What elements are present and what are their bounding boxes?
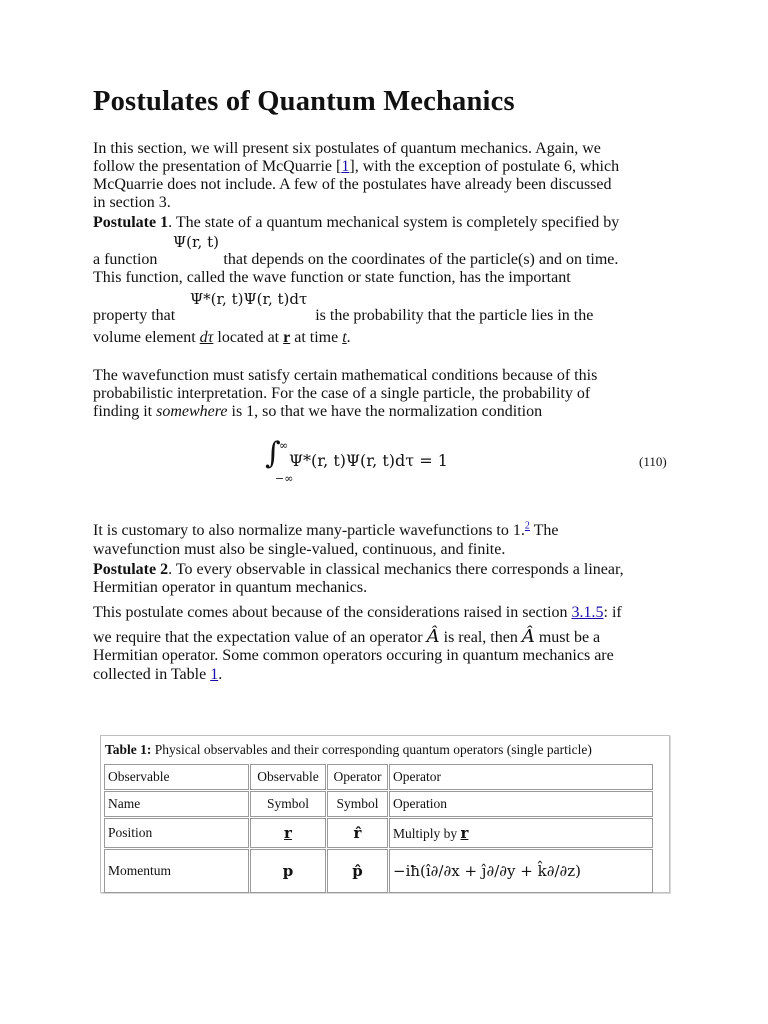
t-math: t [342, 329, 347, 346]
para-2-line-1: The wavefunction must satisfy certain mathematical conditions because of this [93, 367, 598, 384]
postulate-1-text: property that [93, 307, 176, 324]
postulate-1-text: is the probability that the particle lies in the [315, 307, 594, 324]
para-3-text: The [529, 522, 559, 539]
probability-density-math: Ψ*(r, t)Ψ(r, t)dτ [190, 290, 308, 308]
dtau-math: dτ [199, 329, 214, 346]
operation-math: r [460, 824, 469, 842]
operator-symbol-math: r̂ [353, 824, 362, 842]
observable-symbol-cell [250, 849, 326, 893]
table-header-cell: Symbol [250, 791, 326, 817]
postulate-1-text: . The state of a quantum mechanical system is completely specified by [168, 214, 620, 231]
para-4-text: . [218, 666, 223, 683]
postulate-2-text: . To every observable in classical mechanics there corresponds a linear, [168, 561, 624, 578]
postulate-1-text: . [346, 329, 351, 346]
intro-line-2 [93, 158, 619, 176]
postulate-1-line-3: This function, called the wave function or state function, has the important [93, 269, 571, 286]
para-2-text: finding it [93, 403, 153, 420]
mcquarrie-reference-link[interactable]: 1 [341, 158, 350, 175]
operation-cell [389, 849, 653, 893]
para-4-text: : if [603, 604, 622, 621]
operators-table [103, 763, 654, 894]
operators-table-box [100, 735, 670, 893]
postulate-1-line-4 [93, 307, 593, 325]
para-4-text: This postulate comes about because of the considerations raised in section [93, 604, 568, 621]
postulate-1-text: volume element [93, 329, 196, 346]
table-header-cell: Symbol [327, 791, 388, 817]
table-header-cell: Operator [327, 764, 388, 790]
table-header-cell: Observable [250, 764, 326, 790]
observable-name-cell: Momentum [104, 849, 249, 893]
postulate-1-line-5 [93, 329, 351, 347]
intro-text: follow the presentation of McQuarrie [ [93, 158, 342, 175]
integral-lower-limit: −∞ [275, 472, 294, 485]
para-4-line-3: Hermitian operator. Some common operators occuring in quantum mechanics are [93, 647, 614, 664]
operator-symbol-cell [327, 818, 388, 848]
para-3-line-2: wavefunction must also be single-valued, continuous, and finite. [93, 541, 506, 558]
table-1-link[interactable]: 1 [210, 666, 219, 683]
intro-line-3: McQuarrie does not include. A few of the postulates have already been discussed [93, 176, 612, 193]
momentum-operator-math: −iħ(î∂/∂x + ĵ∂/∂y + k̂∂/∂z) [393, 862, 582, 880]
para-3-line-1 [93, 522, 558, 540]
page-title: Postulates of Quantum Mechanics [93, 86, 515, 117]
table-header-row [104, 764, 653, 790]
para-4-text: is real, then [443, 629, 518, 646]
table-row [104, 818, 653, 848]
para-4-line-1 [93, 604, 622, 622]
table-row [104, 849, 653, 893]
para-2-line-3 [93, 403, 542, 421]
operator-symbol-math: p̂ [352, 862, 363, 880]
postulate-1-text: a function [93, 251, 158, 268]
observable-symbol-cell [250, 818, 326, 848]
table-caption-label: Table 1: [105, 742, 152, 757]
para-2-line-2: probabilistic interpretation. For the case of a single particle, the probability of [93, 385, 591, 402]
symbol-math: p [282, 862, 294, 880]
postulate-1-text: that depends on the coordinates of the particle(s) and on time. [223, 251, 619, 268]
operator-a-hat: Â [426, 626, 440, 647]
table-caption [105, 742, 592, 758]
operator-a-hat: Â [521, 626, 535, 647]
para-4-text: must be a [538, 629, 601, 646]
para-4-line-2 [93, 628, 600, 647]
operation-cell [389, 818, 653, 848]
postulate-2-line-1 [93, 561, 624, 579]
para-4-text: collected in Table [93, 666, 207, 683]
table-caption-text: Physical observables and their corresponding quantum operators (single particle) [151, 742, 592, 757]
table-header-cell: Operator [389, 764, 653, 790]
operator-symbol-cell [327, 849, 388, 893]
integral-upper-limit: ∞ [279, 439, 289, 452]
postulate-1-line-1 [93, 214, 619, 232]
operation-text: Multiply by [393, 826, 458, 841]
wavefunction-math: Ψ(r, t) [173, 233, 219, 251]
symbol-math: r [284, 824, 292, 842]
table-header-row [104, 791, 653, 817]
intro-line-1: In this section, we will present six postulates of quantum mechanics. Again, we [93, 140, 601, 157]
footnote-2-link[interactable]: 2 [524, 520, 530, 532]
postulate-2-label: Postulate 2 [93, 561, 169, 578]
intro-line-4: in section 3. [93, 194, 171, 211]
equation-number: (110) [639, 454, 667, 469]
table-header-cell: Observable [104, 764, 249, 790]
table-header-cell: Operation [389, 791, 653, 817]
postulate-1-text: located at [217, 329, 280, 346]
postulate-1-label: Postulate 1 [93, 214, 169, 231]
intro-text: ], with the exception of postulate 6, which [349, 158, 620, 175]
para-2-text: is 1, so that we have the normalization condition [231, 403, 543, 420]
postulate-1-text: at time [294, 329, 339, 346]
para-2-emphasis: somewhere [156, 403, 228, 420]
postulate-1-line-2 [93, 251, 618, 269]
table-header-cell: Name [104, 791, 249, 817]
integral-sign: ∫ [265, 436, 281, 471]
r-math: r [283, 329, 291, 346]
postulate-2-line-2: Hermitian operator in quantum mechanics. [93, 579, 368, 596]
integrand: Ψ*(r, t)Ψ(r, t)dτ = 1 [289, 451, 448, 470]
observable-name-cell: Position [104, 818, 249, 848]
para-3-text: It is customary to also normalize many-particle wavefunctions to 1. [93, 522, 525, 539]
para-4-line-4 [93, 666, 222, 684]
section-3-1-5-link[interactable]: 3.1.5 [571, 604, 604, 621]
para-4-text: we require that the expectation value of an operator [93, 629, 423, 646]
